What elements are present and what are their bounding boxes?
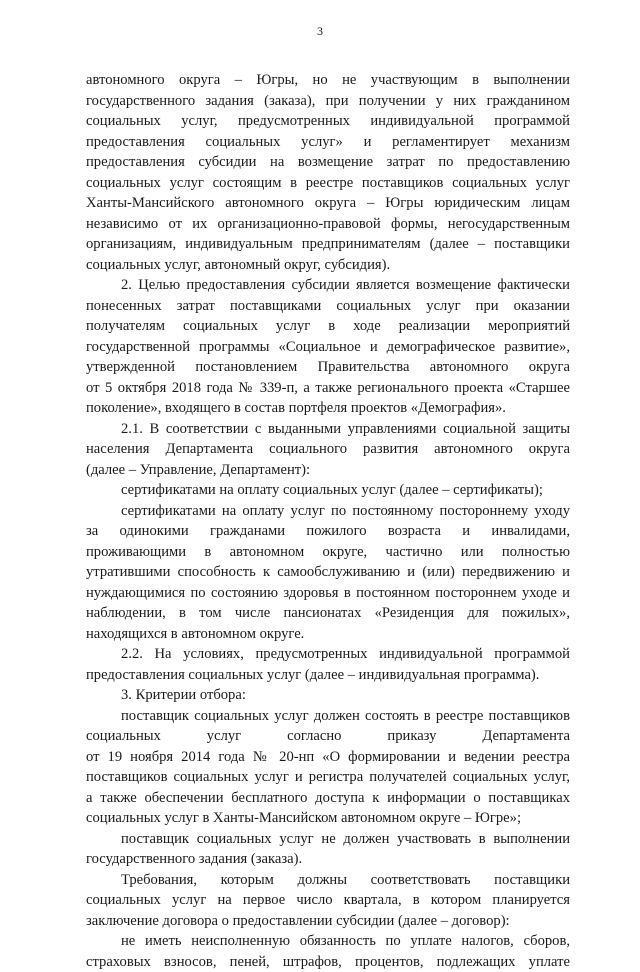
text-line: от 19 ноября 2014 года № 20-нп «О формировании и ведении реестра xyxy=(86,747,570,768)
text-line: 2.1. В соответствии с выданными управлениями социальной защиты xyxy=(86,419,570,440)
text-line: сертификатами на оплату услуг по постоянному постороннему уходу xyxy=(86,501,570,522)
text-line: (далее – Управление, Департамент): xyxy=(86,460,570,481)
text-line: заключение договора о предоставлении субсидии (далее – договор): xyxy=(86,911,570,932)
text-line: населения Департамента социального развития автономного округа xyxy=(86,439,570,460)
text-line: предоставления социальных услуг (далее – индивидуальная программа). xyxy=(86,665,570,686)
text-line: поставщик социальных услуг не должен участвовать в выполнении xyxy=(86,829,570,850)
text-line: наблюдении, в том числе пансионатах «Резиденция для пожилых», xyxy=(86,603,570,624)
text-line: находящихся в автономном округе. xyxy=(86,624,570,645)
text-line: социальных услуг, предусмотренных индивидуальной программой xyxy=(86,111,570,132)
text-line: нуждающимися по состоянию здоровья в постоянном постороннем уходе и xyxy=(86,583,570,604)
text-line: получателям социальных услуг в ходе реализации мероприятий xyxy=(86,316,570,337)
text-line: государственного задания (заказа). xyxy=(86,849,570,870)
text-line: поколение», входящего в состав портфеля проектов «Демография». xyxy=(86,398,570,419)
text-line: социальных услуг состоящим в реестре поставщиков социальных услуг xyxy=(86,173,570,194)
text-line: организациям, индивидуальным предпринимателям (далее – поставщики xyxy=(86,234,570,255)
text-line: автономного округа – Югры, но не участвующим в выполнении xyxy=(86,70,570,91)
text-line: понесенных затрат поставщиками социальных услуг при оказании xyxy=(86,296,570,317)
text-line: независимо от их организационно-правовой формы, негосударственным xyxy=(86,214,570,235)
text-line: социальных услуг в Ханты-Мансийском автономном округе – Югре»; xyxy=(86,808,570,829)
text-line: предоставления социальных услуг» и регламентирует механизм xyxy=(86,132,570,153)
text-line: сертификатами на оплату социальных услуг (далее – сертификаты); xyxy=(86,480,570,501)
text-line: предоставления субсидии на возмещение затрат по предоставлению xyxy=(86,152,570,173)
text-line: утвержденной постановлением Правительства автономного округа xyxy=(86,357,570,378)
text-line: страховых взносов, пеней, штрафов, процентов, подлежащих уплате xyxy=(86,952,570,972)
text-line: социальных услуг согласно приказу Департамента xyxy=(86,726,570,747)
text-line: а также обеспечении бесплатного доступа к информации о поставщиках xyxy=(86,788,570,809)
text-line: не иметь неисполненную обязанность по уплате налогов, сборов, xyxy=(86,931,570,952)
text-line: за одинокими гражданами пожилого возраста и инвалидами, xyxy=(86,521,570,542)
text-line: социальных услуг, автономный округ, субсидия). xyxy=(86,255,570,276)
text-line: Ханты-Мансийского автономного округа – Югры юридическим лицам xyxy=(86,193,570,214)
text-line: 2. Целью предоставления субсидии является возмещение фактически xyxy=(86,275,570,296)
text-line: утратившими способность к самообслуживанию и (или) передвижению и xyxy=(86,562,570,583)
page-number: 3 xyxy=(0,24,640,39)
text-line: от 5 октября 2018 года № 339-п, а также регионального проекта «Старшее xyxy=(86,378,570,399)
text-line: 3. Критерии отбора: xyxy=(86,685,570,706)
text-line: 2.2. На условиях, предусмотренных индивидуальной программой xyxy=(86,644,570,665)
text-line: социальных услуг на первое число квартала, в котором планируется xyxy=(86,890,570,911)
text-line: Требования, которым должны соответствовать поставщики xyxy=(86,870,570,891)
text-line: государственного задания (заказа), при получении у них гражданином xyxy=(86,91,570,112)
text-line: поставщиков социальных услуг и регистра получателей социальных услуг, xyxy=(86,767,570,788)
text-line: проживающими в автономном округе, частично или полностью xyxy=(86,542,570,563)
text-line: поставщик социальных услуг должен состоять в реестре поставщиков xyxy=(86,706,570,727)
document-body xyxy=(86,70,570,972)
text-line: государственной программы «Социальное и демографическое развитие», xyxy=(86,337,570,358)
